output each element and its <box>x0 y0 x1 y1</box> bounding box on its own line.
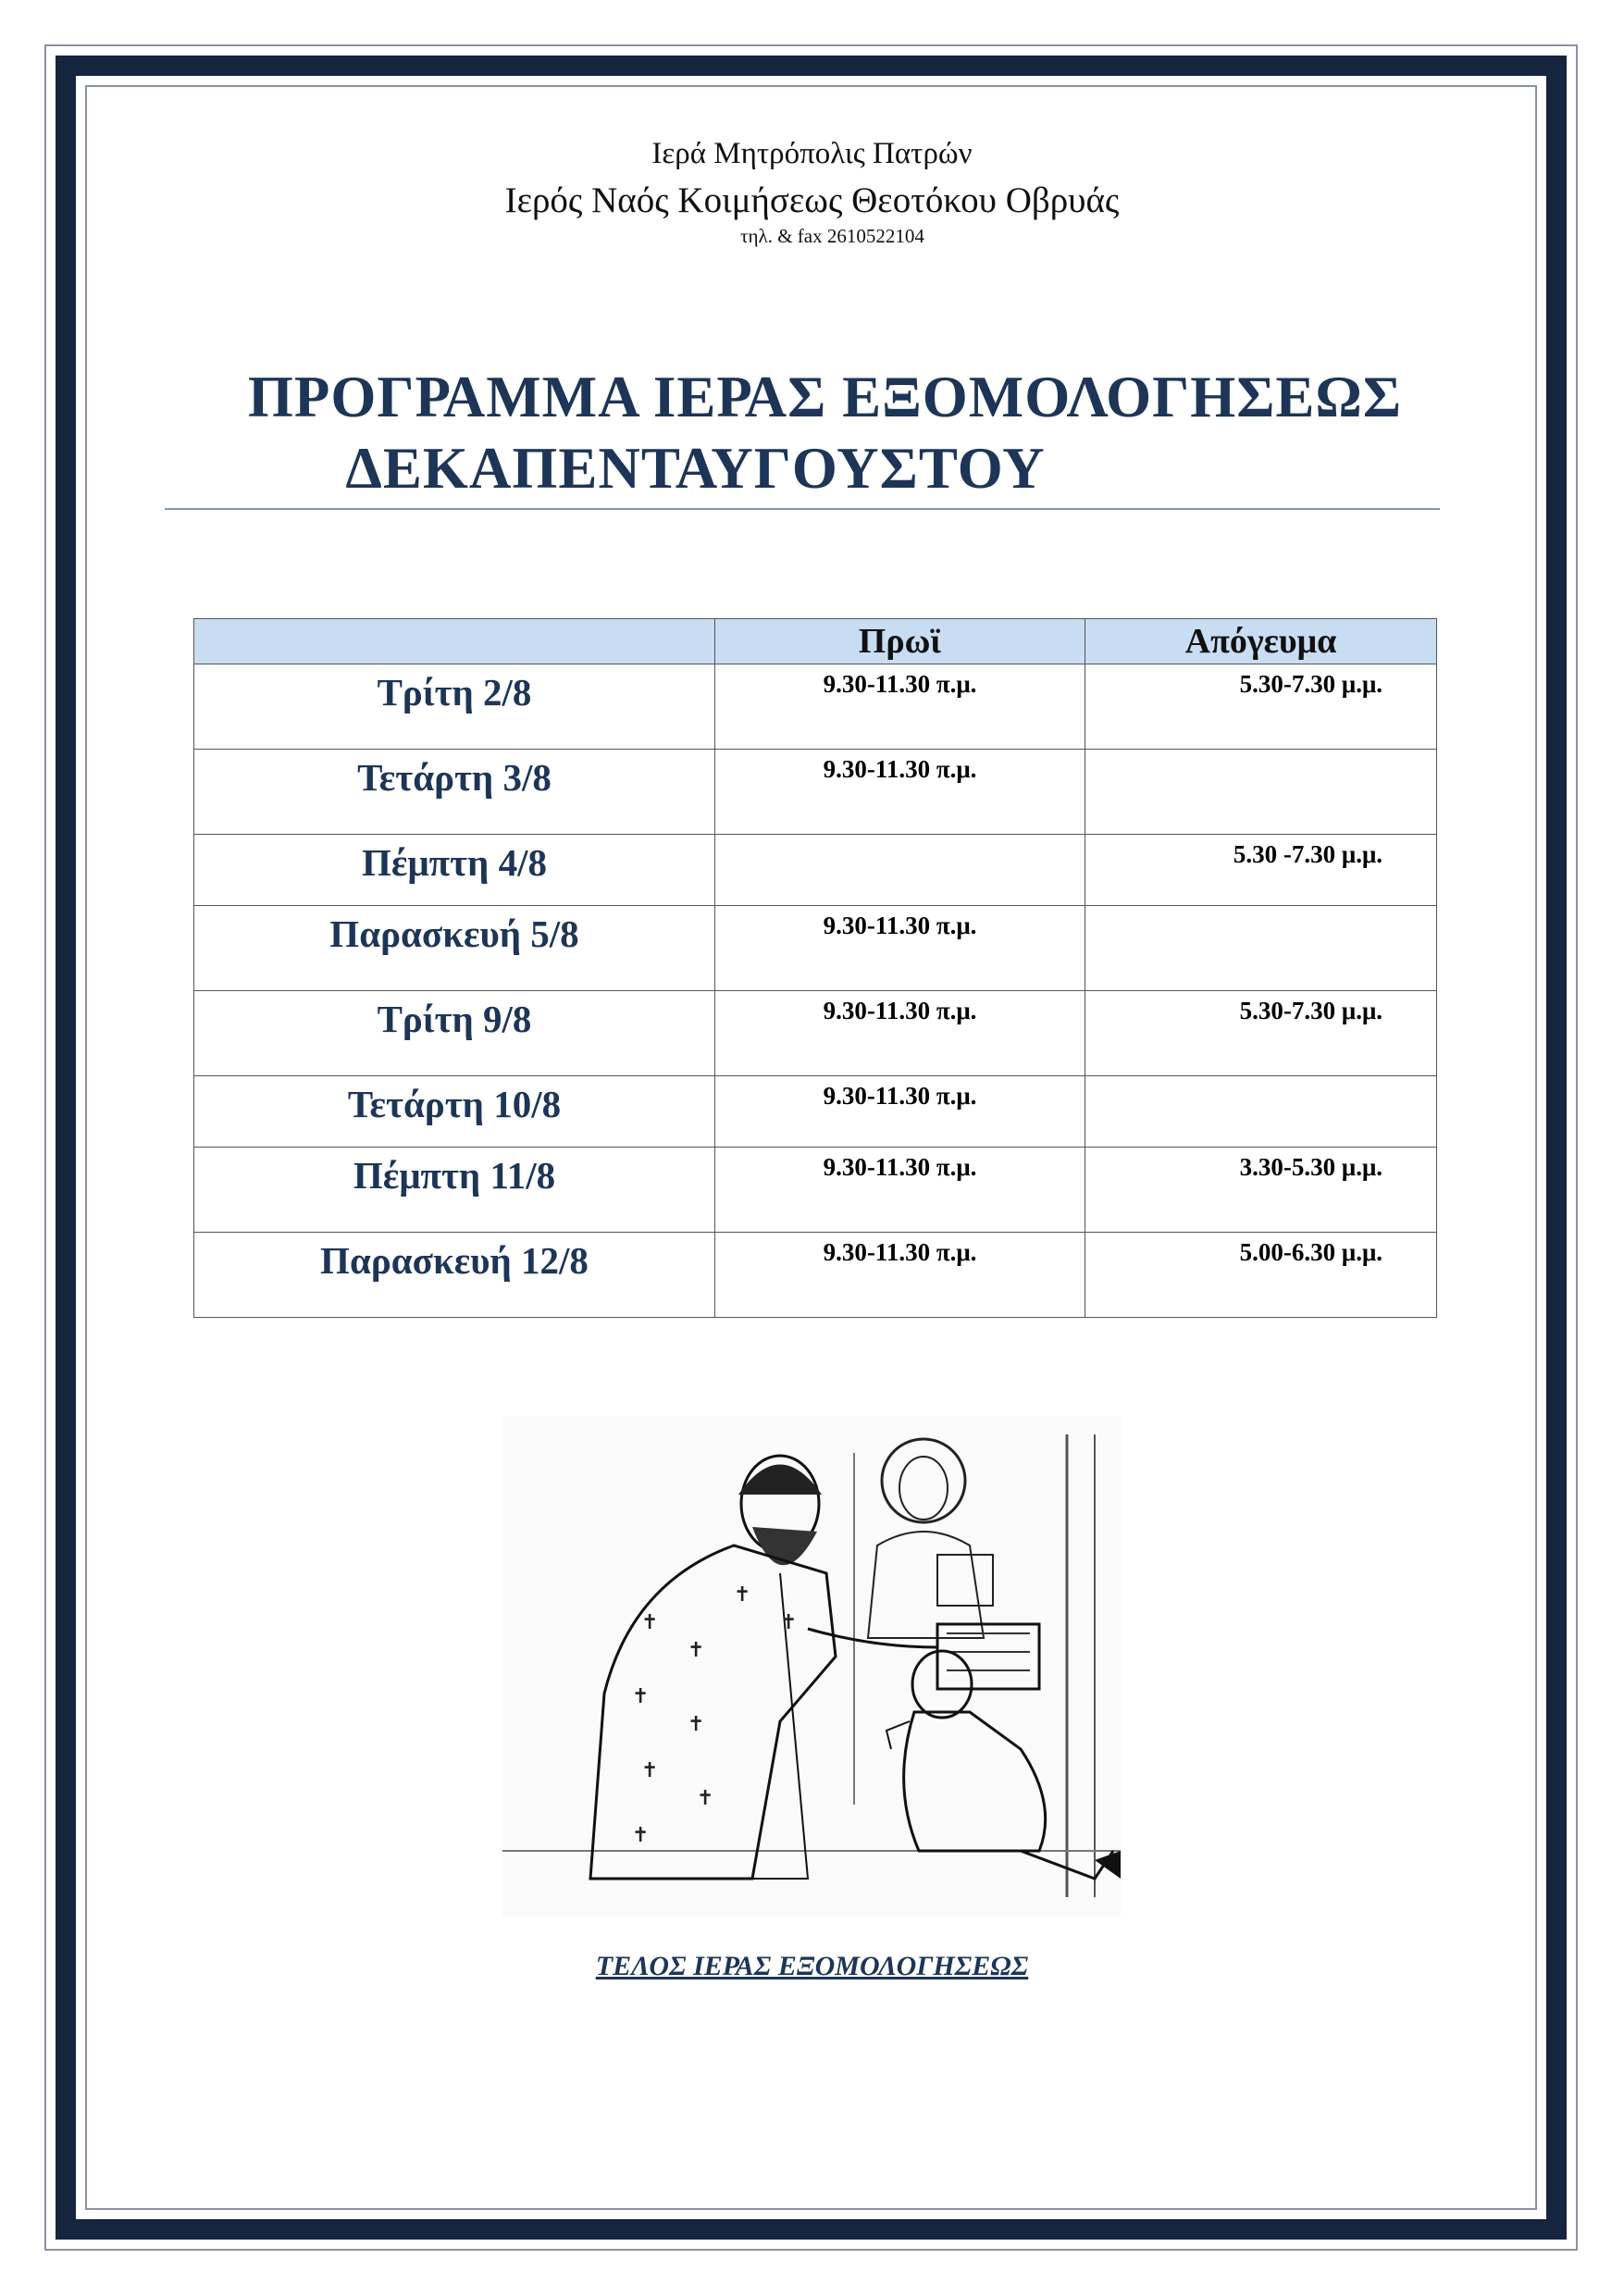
table-row <box>194 750 1437 835</box>
day-cell: Τρίτη 9/8 <box>194 991 715 1076</box>
church-name: Ιερός Ναός Κοιμήσεως Θεοτόκου Οβρυάς <box>504 180 1120 220</box>
afternoon-cell: 5.30-7.30 μ.μ. <box>1085 664 1437 750</box>
day-cell: Πέμπτη 11/8 <box>194 1148 715 1233</box>
morning-cell <box>715 835 1085 906</box>
header-day <box>194 619 715 664</box>
header-afternoon: Απόγευμα <box>1085 619 1437 664</box>
table-row <box>194 664 1437 750</box>
day-cell: Τετάρτη 10/8 <box>194 1076 715 1148</box>
metropolis-name: Ιερά Μητρόπολις Πατρών <box>651 137 973 170</box>
afternoon-cell <box>1085 1076 1437 1148</box>
day-cell: Τρίτη 2/8 <box>194 664 715 750</box>
header-morning: Πρωϊ <box>715 619 1085 664</box>
phone-fax: τηλ. & fax 2610522104 <box>740 225 924 247</box>
afternoon-cell: 3.30-5.30 μ.μ. <box>1085 1148 1437 1233</box>
table-row <box>194 991 1437 1076</box>
morning-cell: 9.30-11.30 π.μ. <box>715 991 1085 1076</box>
morning-cell: 9.30-11.30 π.μ. <box>715 664 1085 750</box>
end-of-confession-note: ΤΕΛΟΣ ΙΕΡΑΣ ΕΞΟΜΟΛΟΓΗΣΕΩΣ <box>595 1951 1029 1981</box>
morning-cell: 9.30-11.30 π.μ. <box>715 1148 1085 1233</box>
afternoon-cell: 5.00-6.30 μ.μ. <box>1085 1233 1437 1318</box>
confession-icon-illustration <box>502 1416 1121 1916</box>
day-cell: Παρασκευή 5/8 <box>194 906 715 991</box>
day-cell: Τετάρτη 3/8 <box>194 750 715 835</box>
table-row <box>194 1233 1437 1318</box>
title-divider <box>165 508 1440 510</box>
page-title-line1: ΠΡΟΓΡΑΜΜΑ ΙΕΡΑΣ ΕΞΟΜΟΛΟΓΗΣΕΩΣ <box>247 365 1403 429</box>
svg-text:✝: ✝ <box>632 1824 650 1847</box>
afternoon-cell <box>1085 906 1437 991</box>
afternoon-cell: 5.30-7.30 μ.μ. <box>1085 991 1437 1076</box>
svg-text:✝: ✝ <box>688 1639 705 1662</box>
morning-cell: 9.30-11.30 π.μ. <box>715 1076 1085 1148</box>
table-row <box>194 1076 1437 1148</box>
page-title-line2: ΔΕΚΑΠΕΝΤΑΥΓΟΥΣΤΟΥ <box>345 436 1046 501</box>
svg-text:✝: ✝ <box>688 1713 705 1736</box>
table-row <box>194 835 1437 906</box>
morning-cell: 9.30-11.30 π.μ. <box>715 906 1085 991</box>
svg-text:✝: ✝ <box>632 1685 650 1708</box>
day-cell: Παρασκευή 12/8 <box>194 1233 715 1318</box>
day-cell: Πέμπτη 4/8 <box>194 835 715 906</box>
morning-cell: 9.30-11.30 π.μ. <box>715 1233 1085 1318</box>
svg-text:✝: ✝ <box>641 1759 659 1782</box>
confession-schedule-table <box>193 618 1437 1318</box>
svg-text:✝: ✝ <box>780 1611 798 1634</box>
morning-cell: 9.30-11.30 π.μ. <box>715 750 1085 835</box>
svg-text:✝: ✝ <box>697 1787 714 1810</box>
table-header-row <box>194 619 1437 664</box>
table-row <box>194 906 1437 991</box>
afternoon-cell: 5.30 -7.30 μ.μ. <box>1085 835 1437 906</box>
svg-text:✝: ✝ <box>641 1611 659 1634</box>
table-row <box>194 1148 1437 1233</box>
afternoon-cell <box>1085 750 1437 835</box>
svg-text:✝: ✝ <box>734 1583 751 1607</box>
